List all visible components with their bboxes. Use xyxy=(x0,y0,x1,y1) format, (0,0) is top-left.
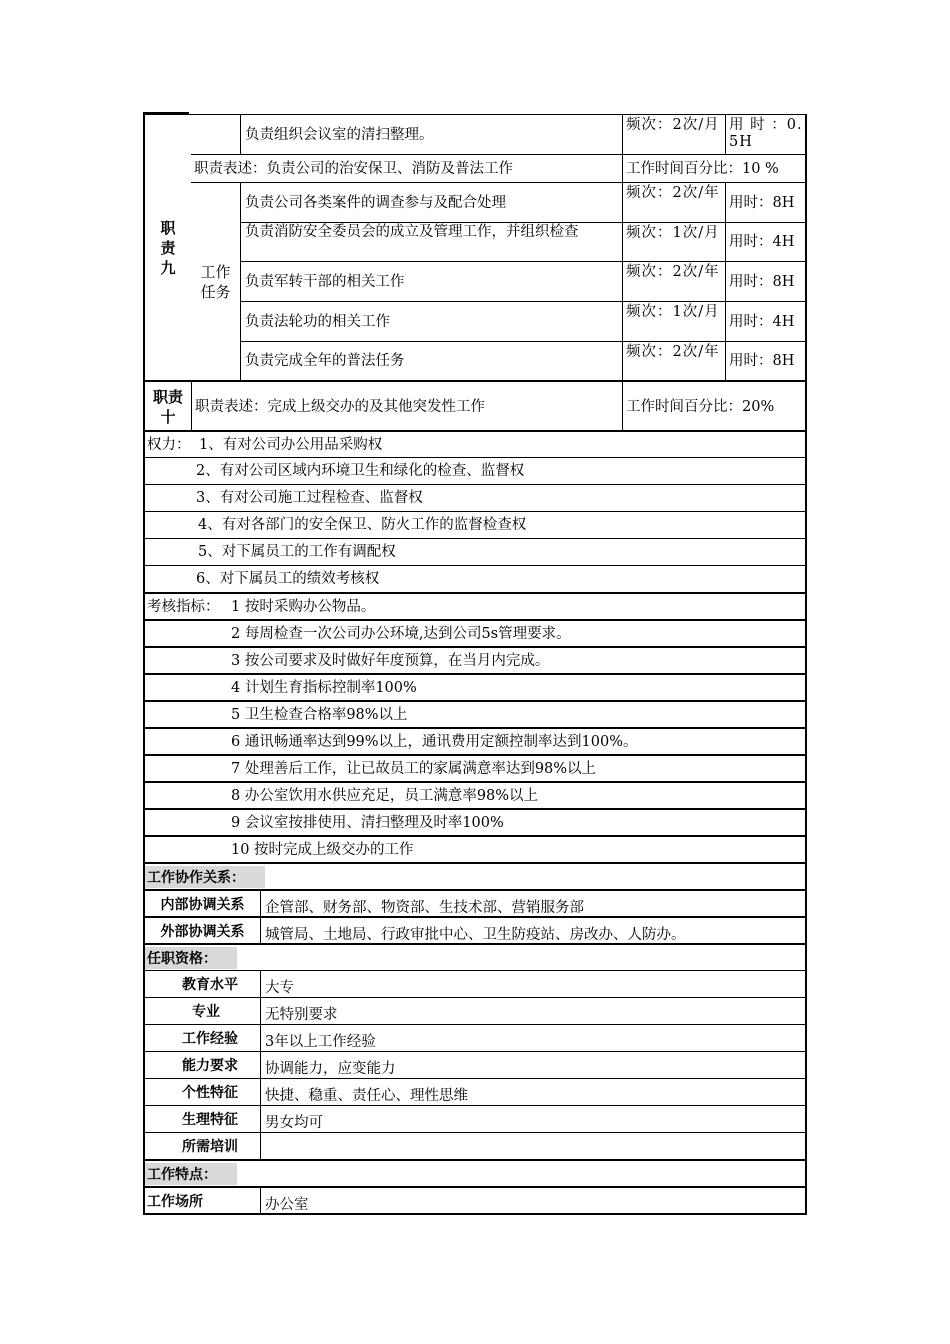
task-text: 负责完成全年的普法任务 xyxy=(240,341,622,380)
power-row xyxy=(145,430,805,457)
kpi-item: 1 按时采购办公物品。 xyxy=(231,599,376,615)
features-title: 工作特点： xyxy=(145,1163,237,1185)
qualifications-title: 任职资格： xyxy=(145,947,237,969)
powers-section xyxy=(143,430,807,592)
power-item: 4、有对各部门的安全保卫、防火工作的监督检查权 xyxy=(198,517,527,533)
qualification-label: 所需培训 xyxy=(145,1133,261,1159)
kpi-row xyxy=(145,619,805,646)
qualification-row xyxy=(145,1105,805,1132)
task-text: 负责公司各类案件的调查参与及配合处理 xyxy=(240,182,622,222)
power-row xyxy=(145,511,805,538)
duty-nine-description: 职责表述：负责公司的治安保卫、消防及普法工作 xyxy=(191,154,622,182)
work-task-label: 工作 任务 xyxy=(191,182,240,380)
qualification-label: 专业 xyxy=(145,998,261,1024)
qualification-row xyxy=(145,970,805,997)
qualification-value: 无特别要求 xyxy=(265,1007,338,1023)
duty-nine-section xyxy=(143,114,807,430)
kpi-item: 3 按公司要求及时做好年度预算，在当月内完成。 xyxy=(231,653,550,669)
qualification-row xyxy=(145,1024,805,1051)
task-time: 用 时 ：0.5H xyxy=(725,115,807,154)
cooperation-section xyxy=(143,862,807,943)
external-coordination-value: 城管局、土地局、行政审批中心、卫生防疫站、房改办、人防办。 xyxy=(265,927,686,943)
cooperation-header-row xyxy=(145,862,805,889)
qualification-label: 教育水平 xyxy=(145,971,261,997)
task-text: 负责消防安全委员会的成立及管理工作，并组织检查 xyxy=(240,222,622,261)
power-row xyxy=(145,538,805,565)
task-time: 用时：8H xyxy=(725,341,807,380)
job-description-document xyxy=(143,114,807,1215)
cooperation-title: 工作协作关系： xyxy=(145,866,265,888)
duty-nine-time-percent: 工作时间百分比：10 % xyxy=(622,154,807,182)
task-time: 用时：4H xyxy=(725,222,807,261)
task-text: 负责军转干部的相关工作 xyxy=(240,261,622,301)
qualification-value: 男女均可 xyxy=(265,1115,323,1131)
task-frequency: 频次：2次/年 xyxy=(622,341,725,380)
kpi-item: 7 处理善后工作，让已故员工的家属满意率达到98%以上 xyxy=(231,761,597,777)
internal-coordination-label: 内部协调关系 xyxy=(145,891,261,916)
kpi-row xyxy=(145,754,805,781)
kpi-row xyxy=(145,700,805,727)
qualification-value: 大专 xyxy=(265,980,294,996)
power-item: 3、有对公司施工过程检查、监督权 xyxy=(196,490,423,506)
task-frequency: 频次：2次/年 xyxy=(622,182,725,222)
power-item: 1、有对公司办公用品采购权 xyxy=(199,437,383,453)
kpi-row xyxy=(145,835,805,862)
features-section xyxy=(143,1159,807,1215)
kpi-item: 10 按时完成上级交办的工作 xyxy=(231,842,414,858)
qualification-label: 能力要求 xyxy=(145,1052,261,1078)
duty-ten-time-percent: 工作时间百分比：20% xyxy=(622,380,807,431)
qualification-row xyxy=(145,1132,805,1159)
task-frequency: 频次：1次/月 xyxy=(622,301,725,341)
kpi-row xyxy=(145,646,805,673)
qualification-value: 协调能力，应变能力 xyxy=(265,1061,396,1077)
power-item: 5、对下属员工的工作有调配权 xyxy=(198,544,396,560)
kpi-section xyxy=(143,592,807,862)
power-item: 2、有对公司区域内环境卫生和绿化的检查、监督权 xyxy=(196,463,525,479)
power-item: 6、对下属员工的绩效考核权 xyxy=(196,571,380,587)
powers-title: 权力： xyxy=(147,437,191,453)
task-time: 用时：4H xyxy=(725,301,807,341)
task-text: 负责组织会议室的清扫整理。 xyxy=(240,115,622,154)
work-place-value: 办公室 xyxy=(265,1197,309,1213)
internal-coordination-row xyxy=(145,889,805,916)
kpi-item: 6 通讯畅通率达到99%以上，通讯费用定额控制率达到100%。 xyxy=(231,734,638,750)
qualification-label: 个性特征 xyxy=(145,1079,261,1105)
kpi-row xyxy=(145,781,805,808)
power-row xyxy=(145,484,805,511)
kpi-item: 5 卫生检查合格率98%以上 xyxy=(231,707,408,723)
power-row xyxy=(145,565,805,592)
task-frequency: 频次：2次/月 xyxy=(622,115,725,154)
task-time: 用时：8H xyxy=(725,261,807,301)
qualification-row xyxy=(145,997,805,1024)
task-frequency: 频次：1次/月 xyxy=(622,222,725,261)
kpi-item: 4 计划生育指标控制率100% xyxy=(231,680,417,696)
qualifications-section xyxy=(143,943,807,1159)
internal-coordination-value: 企管部、财务部、物资部、生技术部、营销服务部 xyxy=(265,900,584,916)
kpi-row xyxy=(145,673,805,700)
qualification-value: 快捷、稳重、责任心、理性思维 xyxy=(265,1088,468,1104)
duty-ten-label: 职责 十 xyxy=(145,380,191,431)
qualification-label: 生理特征 xyxy=(145,1106,261,1132)
qualification-value: 3年以上工作经验 xyxy=(265,1034,376,1050)
task-text: 负责法轮功的相关工作 xyxy=(240,301,622,341)
features-header-row xyxy=(145,1159,805,1186)
kpi-row xyxy=(145,592,805,619)
kpi-row xyxy=(145,808,805,835)
kpi-item: 8 办公室饮用水供应充足，员工满意率98%以上 xyxy=(231,788,539,804)
task-time: 用时：8H xyxy=(725,182,807,222)
power-row xyxy=(145,457,805,484)
qualifications-header-row xyxy=(145,943,805,970)
external-coordination-label: 外部协调关系 xyxy=(145,918,261,943)
kpi-row xyxy=(145,727,805,754)
work-place-row xyxy=(145,1186,805,1213)
duty-ten-description: 职责表述：完成上级交办的及其他突发性工作 xyxy=(191,380,622,431)
qualification-row xyxy=(145,1078,805,1105)
work-place-label: 工作场所 xyxy=(145,1188,261,1213)
duty-nine-label: 职 责 九 xyxy=(160,218,176,277)
kpi-title: 考核指标： xyxy=(147,599,220,615)
kpi-item: 2 每周检查一次公司办公环境,达到公司5s管理要求。 xyxy=(231,626,571,642)
external-coordination-row xyxy=(145,916,805,943)
task-frequency: 频次：2次/年 xyxy=(622,261,725,301)
qualification-label: 工作经验 xyxy=(145,1025,261,1051)
qualification-row xyxy=(145,1051,805,1078)
kpi-item: 9 会议室按排使用、清扫整理及时率100% xyxy=(231,815,504,831)
